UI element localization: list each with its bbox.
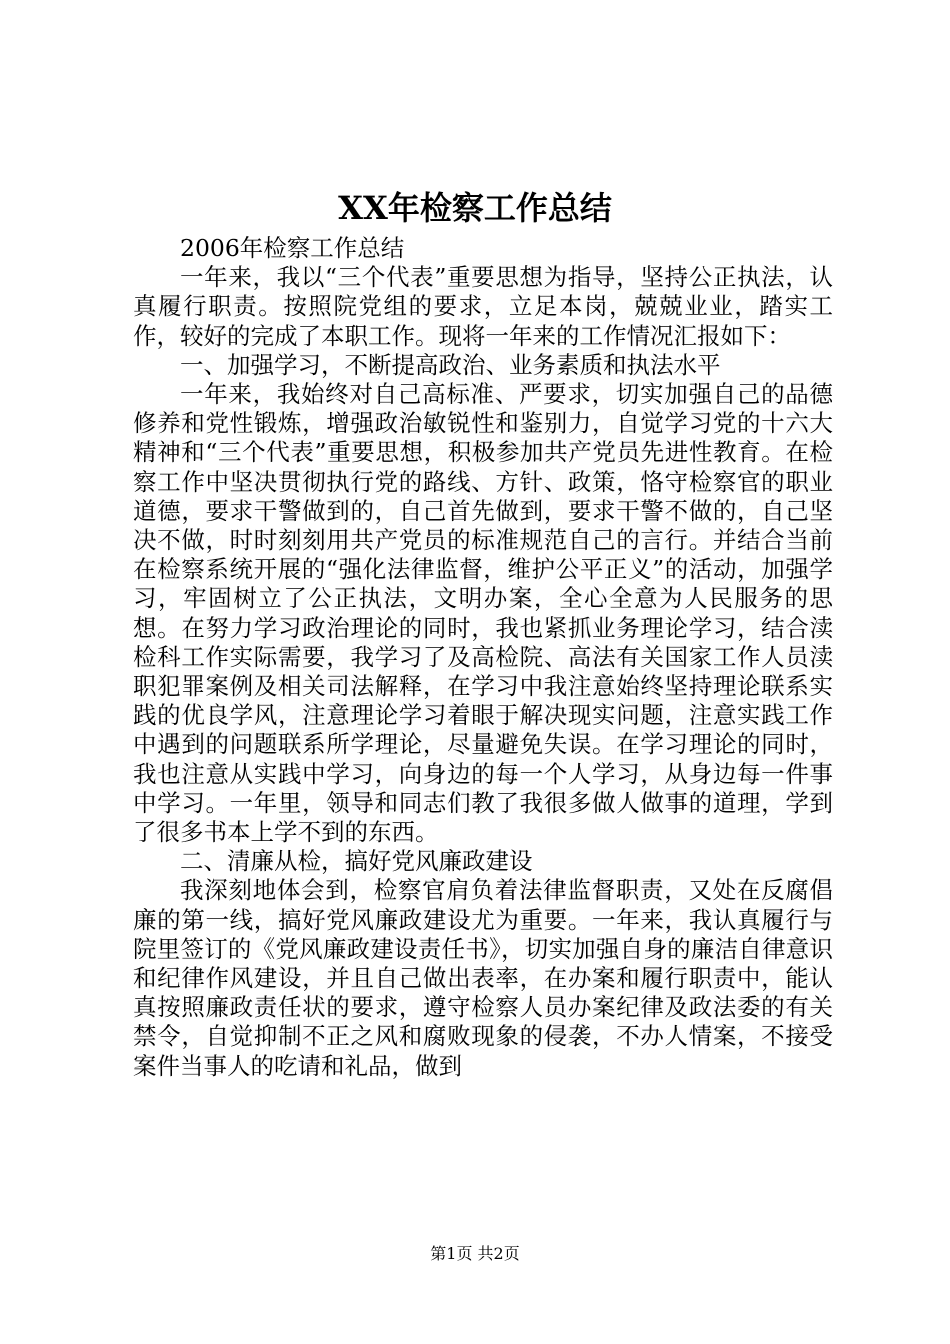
section-1-paragraph: 一年来，我始终对自己高标准、严要求，切实加强自己的品德修养和党性锻炼，增强政治敏锐性和鉴别力，自觉学习党的十六大精神和“三个代表”重要思想，积极参加共产党员先进性教育。在检察工作中坚决贯彻执行党的路线、方针、政策，恪守检察官的职业道德，要求干警做到的，自己首先做到，要求干警不做的，自己坚决不做，时时刻刻用共产党员的标准规范自己的言行。并结合当前在检察系统开展的“强化法律监督，维护公平正义”的活动，加强学习，牢固树立了公正执法，文明办案，全心全意为人民服务的思想。在努力学习政治理论的同时，我也紧抓业务理论学习，结合渎检科工作实际需要，我学习了及高检院、高法有关国家工作人员渎职犯罪案例及相关司法解释，在学习中我注意始终坚持理论联系实践的优良学风，注意理论学习着眼于解决现实问题，注意实践工作中遇到的问题联系所学理论，尽量避免失误。在学习理论的同时，我也注意从实践中学习，向身边的每一个人学习，从身边每一件事中学习。一年里，领导和同志们教了我很多做人做事的道理，学到了很多书本上学不到的东西。 <box>133 380 833 847</box>
document-body <box>133 234 833 1081</box>
section-2-paragraph: 我深刻地体会到，检察官肩负着法律监督职责，又处在反腐倡廉的第一线，搞好党风廉政建设尤为重要。一年来，我认真履行与院里签订的《党风廉政建设责任书》，切实加强自身的廉洁自律意识和纪律作风建设，并且自己做出表率，在办案和履行职责中，能认真按照廉政责任状的要求，遵守检察人员办案纪律及政法委的有关禁令，自觉抑制不正之风和腐败现象的侵袭，不办人情案，不接受案件当事人的吃请和礼品，做到 <box>133 876 833 1080</box>
page-footer: 第1页 共2页 <box>430 1244 520 1263</box>
intro-paragraph: 一年来，我以“三个代表”重要思想为指导，坚持公正执法，认真履行职责。按照院党组的要求，立足本岗，兢兢业业，踏实工作，较好的完成了本职工作。现将一年来的工作情况汇报如下： <box>133 263 833 350</box>
section-heading-2: 二、清廉从检，搞好党风廉政建设 <box>180 847 533 876</box>
document-title: XX年检察工作总结 <box>338 189 612 227</box>
subtitle-paragraph: 2006年检察工作总结 <box>180 234 405 262</box>
section-heading-1: 一、加强学习，不断提高政治、业务素质和执法水平 <box>180 350 721 379</box>
